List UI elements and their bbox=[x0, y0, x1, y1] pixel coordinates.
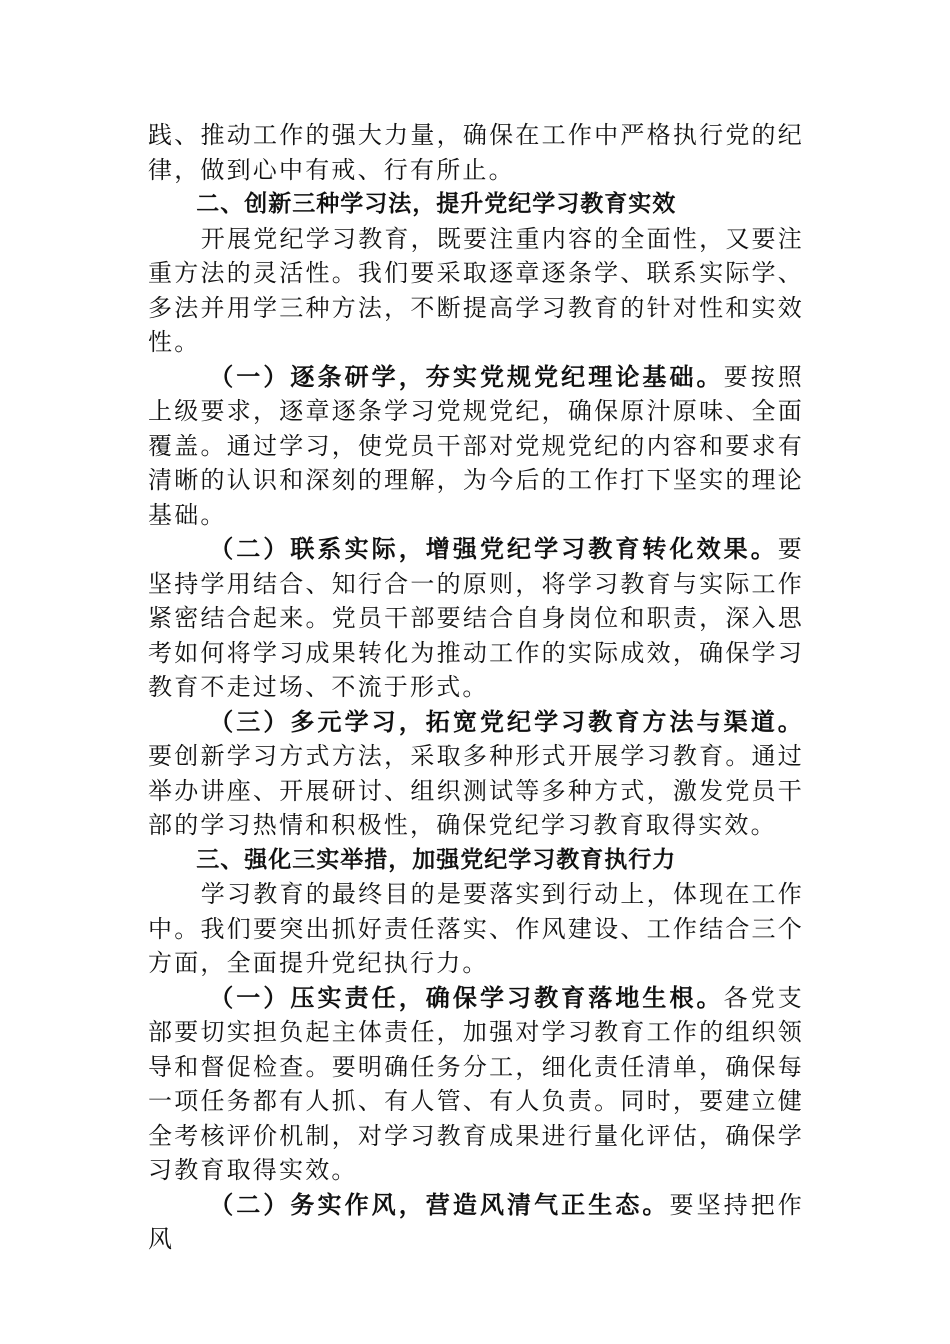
subsection-lead: （一）逐条研学，夯实党规党纪理论基础。 bbox=[209, 361, 724, 391]
paragraph-text: 开展党纪学习教育，既要注重内容的全面性，又要注重方法的灵活性。我们要采取逐章逐条学、联系实际学、多法并用学三种方法，不断提高学习教育的针对性和实效性。 bbox=[148, 224, 804, 356]
paragraph-text: 要按照上级要求，逐章逐条学习党规党纪，确保原汁原味、全面覆盖。通过学习，使党员干部对党规党纪的内容和要求有清晰的认识和深刻的理解，为今后的工作打下坚实的理论基础。 bbox=[148, 362, 804, 529]
subsection-lead: （二）务实作风，营造风清气正生态。 bbox=[209, 1189, 670, 1219]
subsection-paragraph bbox=[148, 705, 804, 843]
document-page bbox=[148, 118, 804, 1257]
section-heading-2 bbox=[148, 187, 804, 222]
subsection-lead: （二）联系实际，增强党纪学习教育转化效果。 bbox=[209, 534, 778, 563]
subsection-lead: （三）多元学习，拓宽党纪学习教育方法与渠道。 bbox=[209, 706, 804, 736]
heading-text: 二、创新三种学习法，提升党纪学习教育实效 bbox=[196, 191, 677, 217]
paragraph-text: 践、推动工作的强大力量，确保在工作中严格执行党的纪律，做到心中有戒、行有所止。 bbox=[148, 121, 804, 184]
heading-text: 三、强化三实举措，加强党纪学习教育执行力 bbox=[196, 846, 677, 873]
subsection-lead: （一）压实责任，确保学习教育落地生根。 bbox=[209, 982, 724, 1012]
paragraph-text: 学习教育的最终目的是要落实到行动上，体现在工作中。我们要突出抓好责任落实、作风建设、工作结合三个方面，全面提升党纪执行力。 bbox=[148, 880, 804, 977]
subsection-paragraph bbox=[148, 360, 804, 533]
continuation-paragraph bbox=[148, 118, 804, 187]
paragraph-text: 要坚持学用结合、知行合一的原则，将学习教育与实际工作紧密结合起来。党员干部要结合自身岗位和职责，深入思考如何将学习成果转化为推动工作的实际成效，确保学习教育不走过场、不流于形式。 bbox=[148, 535, 804, 701]
paragraph-text: 各党支部要切实担负起主体责任，加强对学习教育工作的组织领导和督促检查。要明确任务分工，细化责任清单，确保每一项任务都有人抓、有人管、有人负责。同时，要建立健全考核评价机制，对学习教育成果进行量化评估，确保学习教育取得实效。 bbox=[148, 983, 804, 1184]
paragraph-text: 要坚持把作风 bbox=[148, 1190, 805, 1253]
subsection-paragraph bbox=[148, 1188, 804, 1257]
body-paragraph bbox=[148, 222, 804, 360]
subsection-paragraph bbox=[148, 532, 804, 705]
section-heading-3 bbox=[148, 843, 804, 878]
paragraph-text: 要创新学习方式方法，采取多种形式开展学习教育。通过举办讲座、开展研讨、组织测试等多种方式，激发党员干部的学习热情和积极性，确保党纪学习教育取得实效。 bbox=[148, 742, 804, 839]
subsection-paragraph bbox=[148, 981, 804, 1188]
body-paragraph bbox=[148, 877, 804, 981]
